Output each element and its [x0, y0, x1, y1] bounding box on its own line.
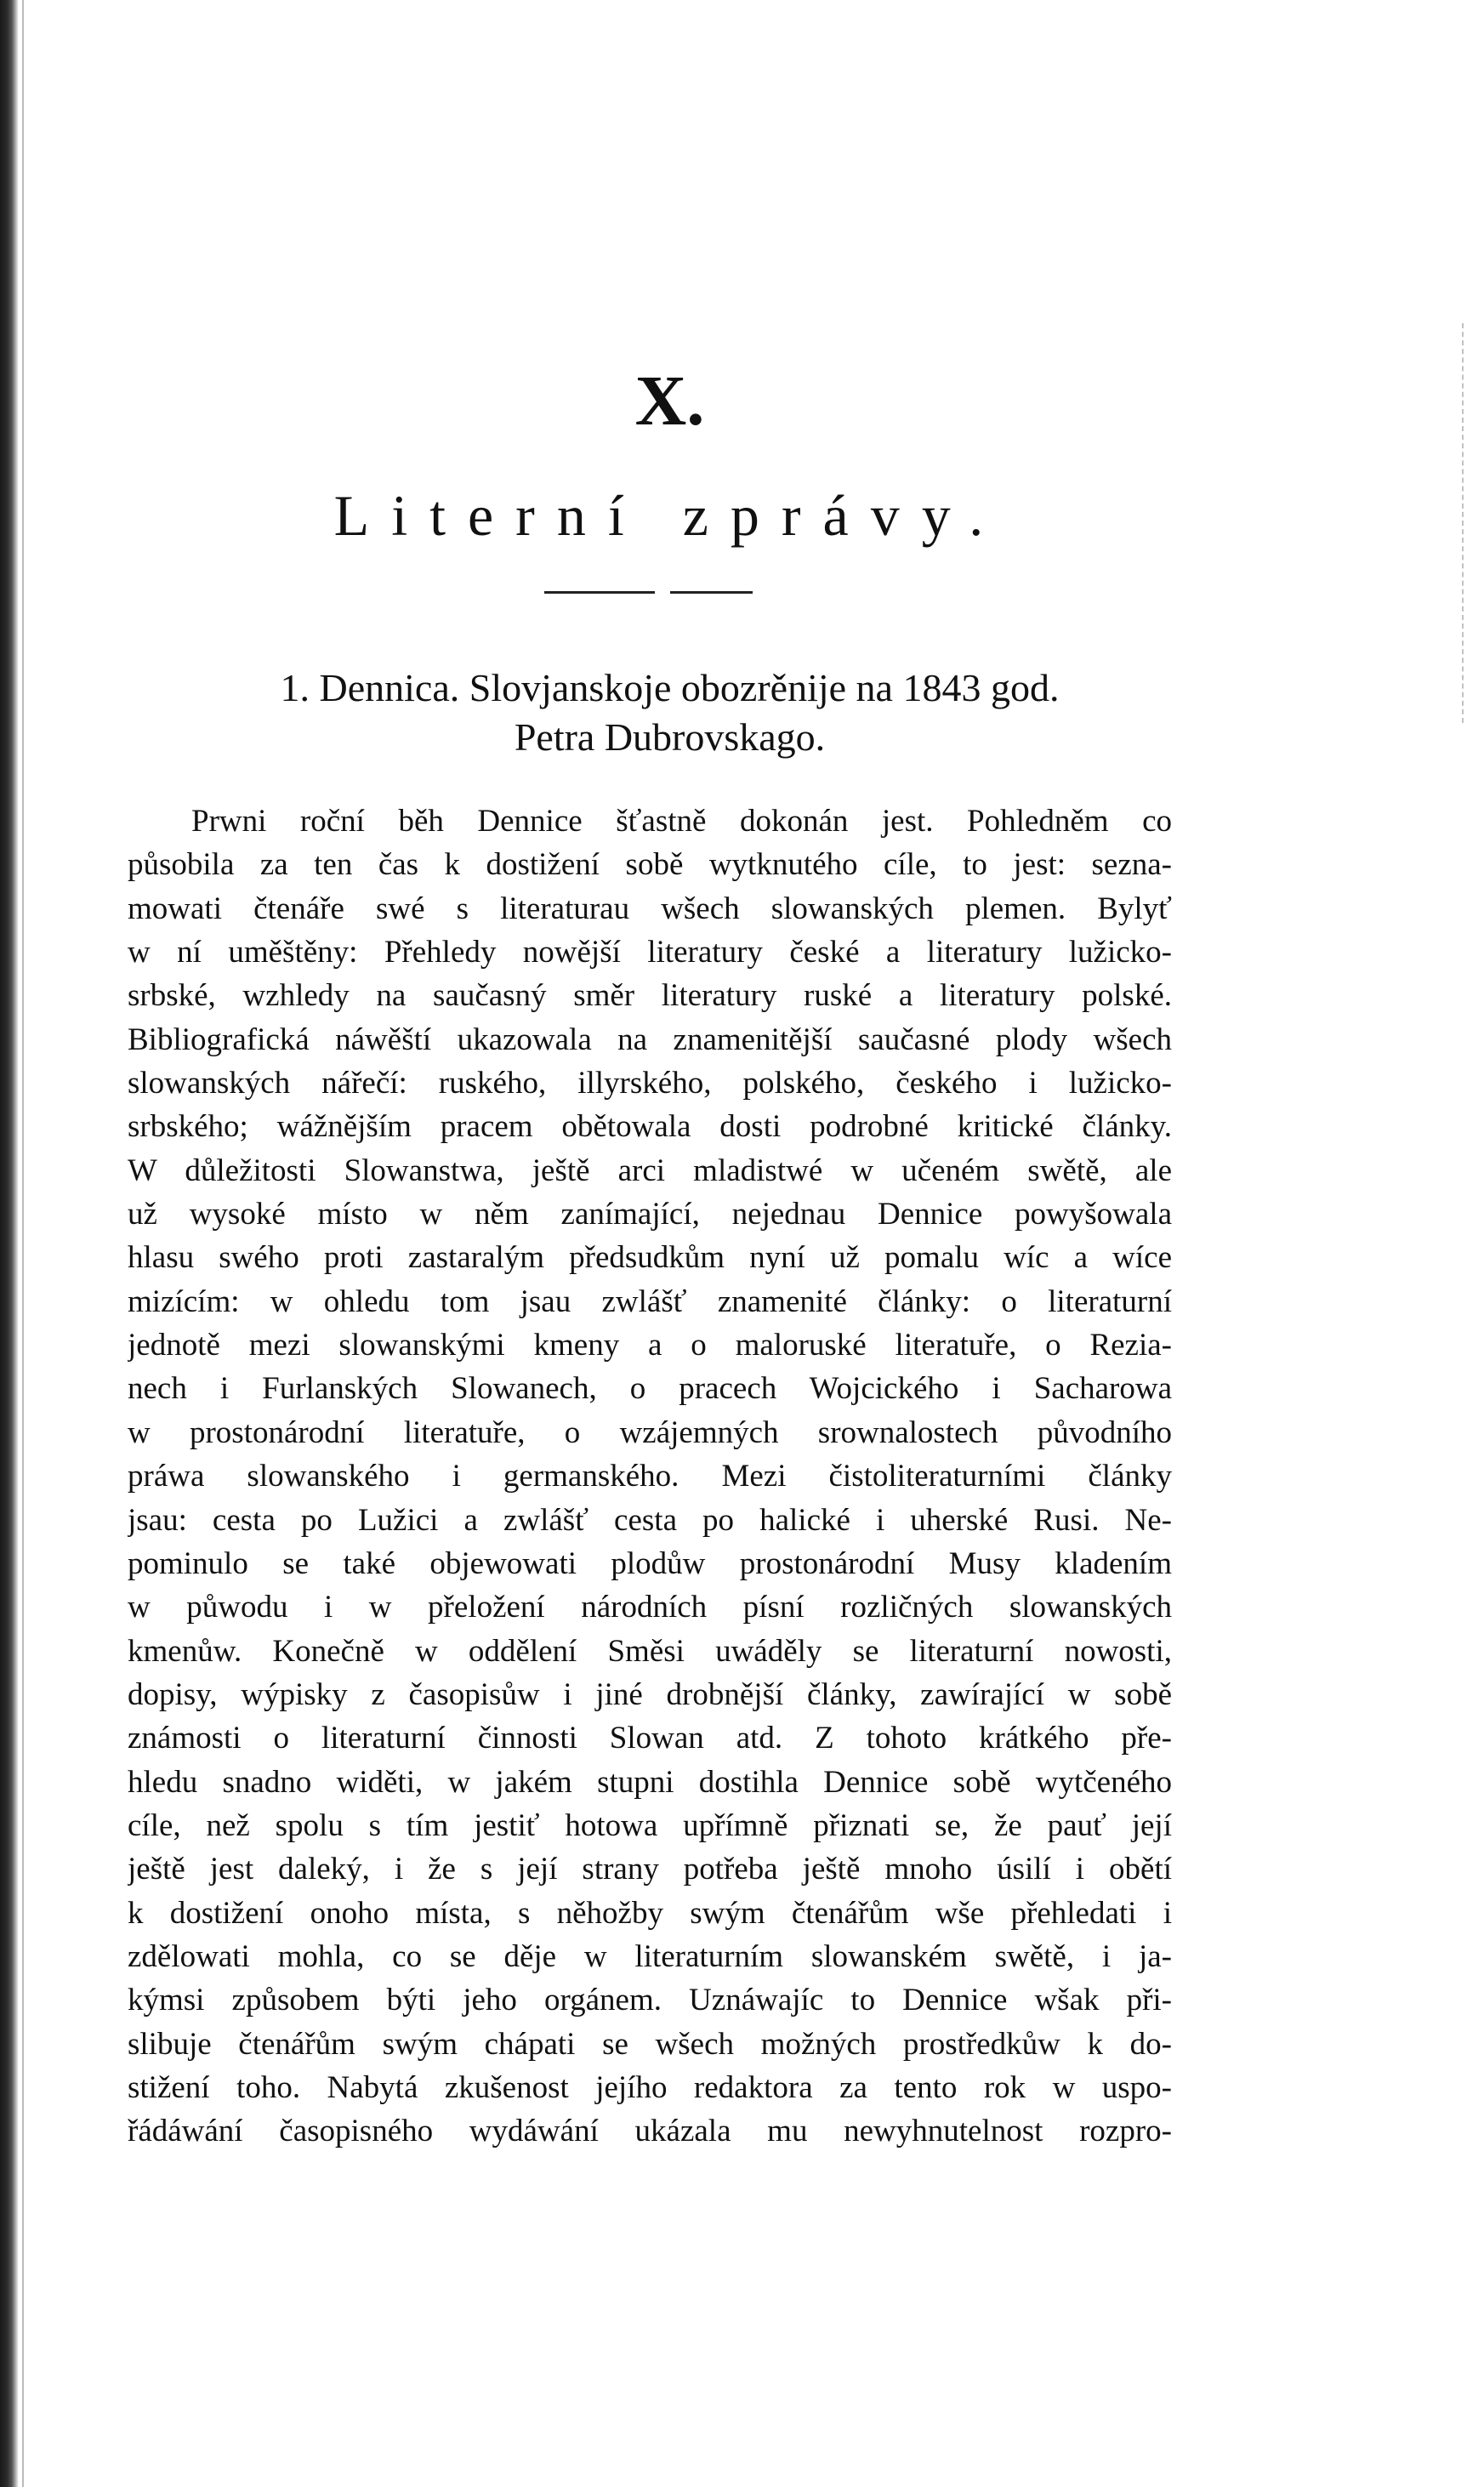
text-line: Bibliografická náwěští ukazowala na znamenitější saučasné plody wšech: [128, 1022, 1172, 1057]
text-line: W důležitosti Slowanstwa, ještě arci mladistwé w učeném swětě, ale: [128, 1152, 1172, 1188]
text-line: jsau: cesta po Lužici a zwlášť cesta po halické i uherské Rusi. Ne-: [128, 1502, 1172, 1538]
text-line: w ní uměštěny: Přehledy nowější literatury české a literatury lužicko-: [128, 935, 1172, 970]
text-line: působila za ten čas k dostižení sobě wytknutého cíle, to jest: sezna-: [128, 847, 1172, 883]
entry-heading-line-2: Petra Dubrovskago.: [514, 715, 826, 759]
text-line: nech i Furlanských Slowanech, o pracech Wojcického i Sacharowa: [128, 1371, 1172, 1407]
text-line: slowanských nářečí: ruského, illyrského, polského, českého i lužicko-: [128, 1066, 1172, 1101]
text-line: mizícím: w ohledu tom jsau zwlášť znamenité články: o literaturní: [128, 1283, 1172, 1319]
title-divider-gap: [655, 590, 670, 595]
text-line: zdělowati mohla, co se děje w literaturním slowanském swětě, i ja-: [128, 1938, 1172, 1974]
text-line: ještě jest daleký, i že s její strany potřeba ještě mnoho úsilí i obětí: [128, 1852, 1172, 1887]
section-title: Literní zprávy.: [333, 483, 1006, 548]
text-line: jednotě mezi slowanskými kmeny a o maloruské literatuře, o Rezia-: [128, 1328, 1172, 1363]
text-line: hlasu swého proti zastaralým předsudkům nyní už pomalu wíc a wíce: [128, 1240, 1172, 1276]
text-line: řádáwání časopisného wydáwání ukázala mu newyhnutelnost rozpro-: [128, 2114, 1172, 2149]
text-line: Prwni roční běh Dennice šťastně dokonán jest. Pohledněm co: [191, 804, 1172, 839]
entry-heading: [0, 663, 1339, 762]
text-line: w prostonárodní literatuře, o wzájemných srownalostech původního: [128, 1414, 1172, 1450]
chapter-number: X.: [634, 361, 705, 441]
text-line: mowati čtenáře swé s literaturau wšech slowanských plemen. Bylyť: [128, 891, 1172, 926]
text-line: kmenůw. Konečně w oddělení Směsi uwáděly se literaturní nowosti,: [128, 1633, 1172, 1669]
text-line: srbského; wážnějším pracem obětowala dosti podrobné kritické články.: [128, 1109, 1172, 1145]
page-edge-marks: [1458, 323, 1464, 723]
text-line: w půwodu i w přeložení národních písní rozličných slowanských: [128, 1590, 1172, 1625]
text-line: srbské, wzhledy na saučasný směr literatury ruské a literatury polské.: [128, 978, 1172, 1014]
text-line: slibuje čtenářům swým chápati se wšech možných prostředkůw k do-: [128, 2026, 1172, 2062]
text-line: pominulo se také objewowati plodůw prostonárodní Musy kladením: [128, 1545, 1172, 1581]
text-line: kýmsi způsobem býti jeho orgánem. Uznáwajíc to Dennice wšak při-: [128, 1983, 1172, 2018]
text-line: známosti o literaturní činnosti Slowan atd. Z tohoto krátkého pře-: [128, 1721, 1172, 1756]
text-line: stižení toho. Nabytá zkušenost jejího redaktora za tento rok w uspo-: [128, 2069, 1172, 2105]
body-paragraph: [128, 800, 1172, 2154]
text-line: dopisy, wýpisky z časopisůw i jiné drobnější články, zawírající w sobě: [128, 1676, 1172, 1712]
text-line: k dostižení onoho místa, s něhožby swým čtenářům wše přehledati i: [128, 1895, 1172, 1931]
entry-heading-line-1: 1. Dennica. Slovjanskoje obozrěnije na 1843 god.: [280, 666, 1060, 709]
title-divider: [544, 591, 753, 594]
text-line: cíle, než spolu s tím jestiť hotowa upřímně přiznati se, že pauť její: [128, 1807, 1172, 1843]
text-line: práwa slowanského i germanského. Mezi čistoliteraturními články: [128, 1459, 1172, 1494]
text-line: už wysoké místo w něm zanímající, nejednau Dennice powyšowala: [128, 1197, 1172, 1232]
text-line: hledu snadno widěti, w jakém stupni dostihla Dennice sobě wytčeného: [128, 1764, 1172, 1800]
